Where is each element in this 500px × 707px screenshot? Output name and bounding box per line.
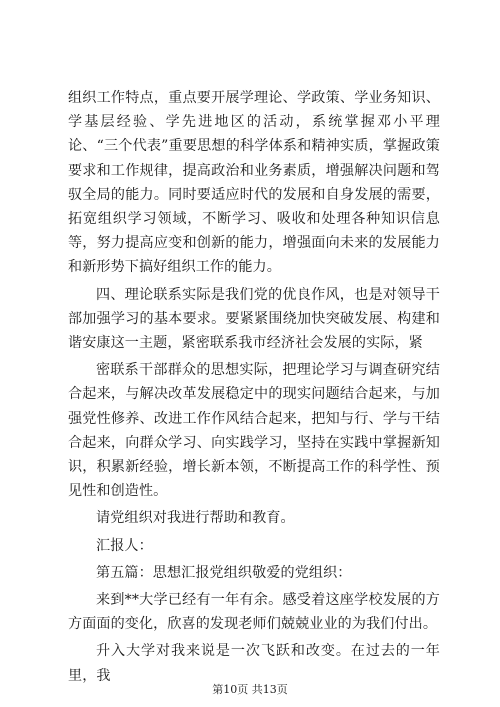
paragraph-5: 汇报人： — [96, 537, 153, 554]
page-number-footer: 第10页 共13页 — [212, 683, 288, 696]
paragraph-4: 请党组织对我进行帮助和教育。 — [96, 510, 295, 527]
paragraph-1: 组织工作特点，重点要开展学理论、学政策、学业务知识、学基层经验、学先进地区的活动，系统掌握邓小平理论、“三个代表”重要思想的科学体系和精神实质，掌握政策要求和工作规律，提高政治和业务素质，增强解决问题和驾驭全局的能力。同时要适应时代的发展和自身发展的需要，拓宽组织学习领域，不断学习、吸收和处理各种知识信息等，努力提高应变和创新的能力，增强面向未来的发展能力和新形势下搞好组织工作的能力。 — [68, 90, 440, 276]
paragraph-6: 第五篇：思想汇报党组织敬爱的党组织： — [96, 564, 352, 581]
paragraph-7: 来到**大学已经有一年有余。感受着这座学校发展的方方面面的变化，欣喜的发现老师们兢兢业业的为我们付出。 — [68, 592, 440, 633]
document-body — [68, 86, 440, 688]
paragraph-8: 升入大学对我来说是一次飞跃和改变。在过去的一年里，我 — [68, 643, 440, 684]
paragraph-3: 密联系干部群众的思想实际，把理论学习与调查研究结合起来，与解决改革发展稳定中的现实问题结合起来，与加强党性修养、改进工作作风结合起来，把知与行、学与干结合起来，向群众学习、向实践学习，坚持在实践中掌握新知识，积累新经验，增长新本领，不断提高工作的科学性、预见性和创造性。 — [68, 362, 440, 500]
paragraph-2: 四、理论联系实际是我们党的优良作风，也是对领导干部加强学习的基本要求。要紧紧围绕加快突破发展、构建和谐安康这一主题，紧密联系我市经济社会发展的实际，紧 — [68, 286, 440, 352]
